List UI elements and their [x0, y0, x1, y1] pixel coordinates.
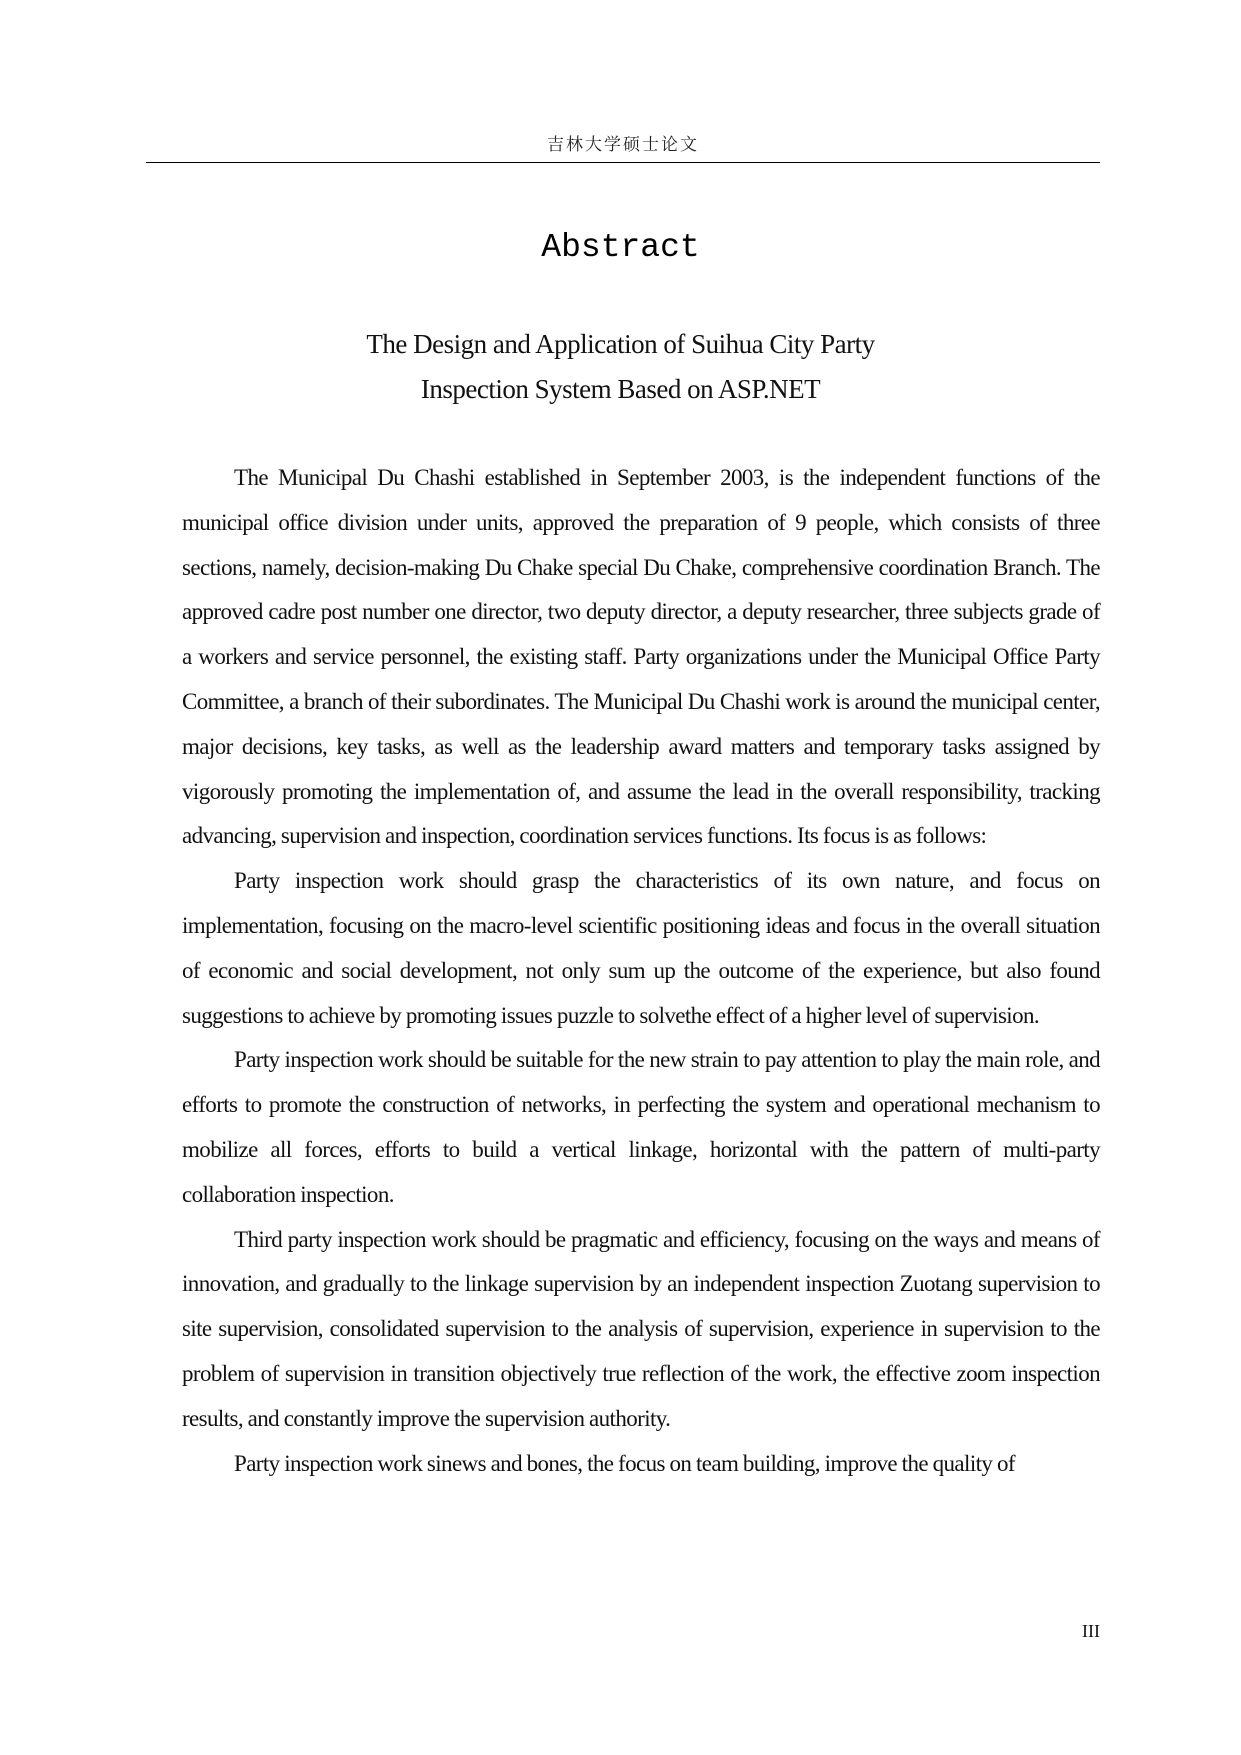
paragraph-1: The Municipal Du Chashi established in September 2003, is the independent functions of the municipal office division under units, approved the preparation of 9 people, which consists of three sections, namely, decision-making Du Chake special Du Chake, comprehensive coordination Branch. The approved cadre post number one director, two deputy director, a deputy researcher, three subjects grade of a workers and service personnel, the existing staff. Party organizations under the Municipal Office Party Committee, a branch of their subordinates. The Municipal Du Chashi work is around the municipal center, major decisions, key tasks, as well as the leadership award matters and temporary tasks assigned by vigorously promoting the implementation of, and assume the lead in the overall responsibility, tracking advancing, supervision and inspection, coordination services functions. Its focus is as follows: [182, 465, 1100, 849]
thesis-title-line-2: Inspection System Based on ASP.NET [420, 374, 821, 404]
paragraph-4: Third party inspection work should be pragmatic and efficiency, focusing on the ways and means of innovation, and gradually to the linkage supervision by an independent inspection Zuotang supervision to site supervision, consolidated supervision to the analysis of supervision, experience in supervision to the problem of supervision in transition objectively true reflection of the work, the effective zoom inspection results, and constantly improve the supervision authority. [182, 1226, 1100, 1431]
header-text: 吉林大学硕士论文 [547, 135, 699, 155]
running-header [146, 134, 1100, 163]
abstract-body [182, 456, 1100, 1486]
paragraph-5: Party inspection work sinews and bones, the focus on team building, improve the quality of [234, 1450, 1015, 1476]
abstract-title: Abstract [541, 229, 700, 266]
thesis-title-line-1: The Design and Application of Suihua City Party [366, 329, 875, 359]
page-number: III [1082, 1621, 1100, 1641]
thesis-title [300, 322, 941, 412]
paragraph-2: Party inspection work should grasp the characteristics of its own nature, and focus on implementation, focusing on the macro-level scientific positioning ideas and focus in the overall situation of economic and social development, not only sum up the outcome of the experience, but also found suggestions to achieve by promoting issues puzzle to solvethe effect of a higher level of supervision. [182, 868, 1100, 1028]
paragraph-3: Party inspection work should be suitable for the new strain to pay attention to play the main role, and efforts to promote the construction of networks, in perfecting the system and operational mechanism to mobilize all forces, efforts to build a vertical linkage, horizontal with the pattern of multi-party collaboration inspection. [182, 1047, 1100, 1207]
